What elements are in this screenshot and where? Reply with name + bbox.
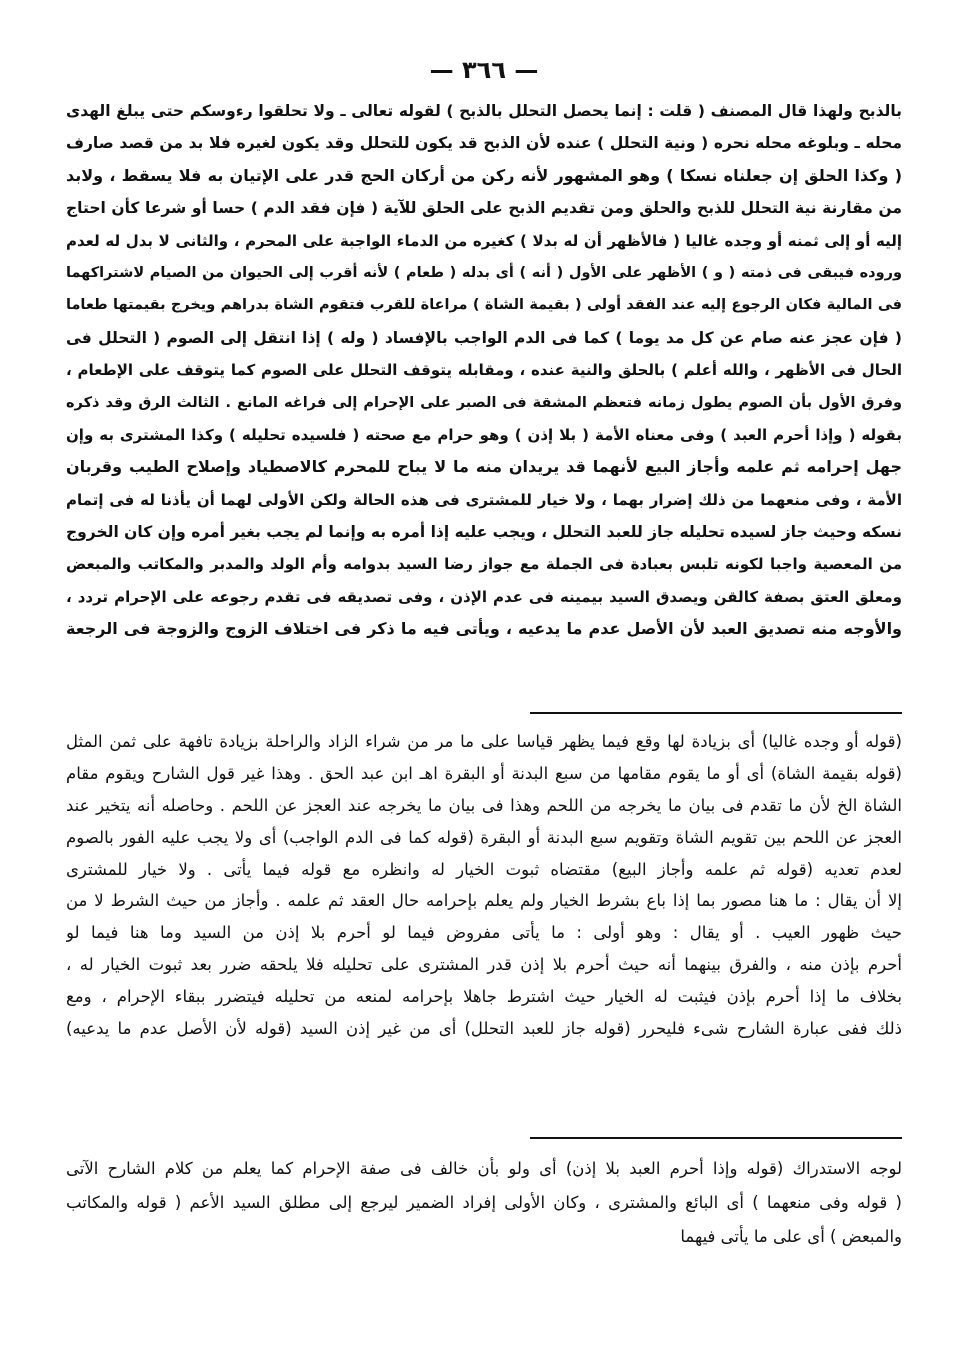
commentary-line: الشاة الخ لأن ما تقدم فى بيان ما يخرجه من اللحم وهذا فى بيان ما يخرجه عند العجز عن اللحم . وحاصله أنه يتخير عند [66,795,902,815]
commentary-line: (قوله أو وجده غاليا) أى بزيادة لها وقع فيما يظهر قياسا على ما مر من شراء الزاد والراحلة بزيادة تافهة على ثمن المثل [66,732,902,751]
commentary-line: ذلك ففى عبارة الشارح شىء فليحرر (قوله جاز للعبد التحلل) أى من غير إذن السيد (قوله لأن الأصل عدم ما يدعيه) [66,1019,902,1039]
text-line: بالذبح ولهذا قال المصنف ( قلت : إنما يحصل التحلل بالذبح ) لقوله تعالى ـ ولا تحلقوا رءوسكم حتى يبلغ الهدى [66,102,902,120]
text-line: فى المالية فكان الرجوع إليه عند الفقد أولى ( بقيمة الشاة ) مراعاة للقرب فتقوم الشاة بدراهم ويخرج بقيمتها طعاما [66,297,902,314]
text-line: والأوجه منه تصديق العبد لأن الأصل عدم ما يدعيه ، ويأتى فيه ما ذكر فى اختلاف الزوج والزوجة فى الرجعة [66,619,902,639]
main-text [66,95,902,646]
text-line: نسكه وحيث جاز لسيده تحليله جاز للعبد التحلل ، ويجب عليه إذا أمره به وإنما لم يجب بغير أمره وإن كان الخروج [66,523,902,542]
commentary-line: لعدم تعديه (قوله ثم علمه وأجاز البيع) مقتضاه ثبوت الخيار له وانظره مع قوله فيما يأتى . ولا خيار للمشترى [66,859,902,879]
commentary-line: (قوله بقيمة الشاة) أى أو ما يقوم مقامها من سبع البدنة أو البقرة اهـ ابن عبد الحق . وهذا غير قول الشارح ويقوم مقام [66,763,902,783]
text-line: محله ـ وبلوغه محله نحره ( ونية التحلل ) عنده لأن الذبح قد يكون للتحلل وقد يكون لغيره فلا بد من قصد صارف [66,134,902,153]
text-line: وروده فيبقى فى ذمته ( و ) الأظهر على الأول ( أنه ) أى بدله ( طعام ) لأنه أقرب إلى الحيوان من الصيام لاشتراكهما [66,264,902,281]
text-line: الأمة ، وفى منعهما من ذلك إضرار بهما ، ولا خيار للمشترى فى هذه الحالة ولكن الأولى لهما أن يأذنا له فى إتمام [66,490,902,509]
commentary-line: العجز عن اللحم بين تقويم الشاة وتقويم سبع البدنة أو البقرة (قوله كما فى الدم الواجب) أى ولا يجب عليه الفور بالصوم [66,827,902,847]
commentary-line: حيث ظهور العيب . أو يقال : وهو أولى : ما يأتى مفروض فيما لو أحرم بلا إذن من السيد وما هنا فيما لو [66,923,902,943]
commentary-line: أحرم بإذن منه ، والفرق بينهما أنه حيث أحرم بلا إذن قدر المشترى على تحليله فلا يلحقه ضرر بعد ثبوت الخيار له ، [66,955,902,975]
commentary-line: بخلاف ما إذا أحرم بإذن فيثبت له الخيار حيث اشترط جاهلا بإحرامه لمنعه من تحليله فيتضرر ببقاء الإحرام ، ومع [66,987,902,1007]
commentary-block-1 [66,726,902,1045]
text-line: إليه أو إلى ثمنه أو وجده غاليا ( فالأظهر أن له بدلا ) كغيره من الدماء الواجبة على المحرم ، والثانى لا بدل له لعدم [66,231,902,250]
commentary-line: ( قوله وفى منعهما ) أى البائع والمشترى ، وكان الأولى إفراد الضمير ليرجع إلى مطلق السيد الأعم ( قوله والمكاتب [66,1193,902,1212]
footnote-divider [530,1137,902,1139]
commentary-line: لوجه الاستدراك (قوله وإذا أحرم العبد بلا إذن) أى ولو بأن خالف فى صفة الإحرام كما يعلم من كلام الشارح الآتى [66,1159,902,1178]
commentary-block-2 [66,1152,902,1254]
text-line: ( فإن عجز عنه صام عن كل مد يوما ) كما فى الدم الواجب بالإفساد ( وله ) إذا انتقل إلى الصوم ( التحلل فى [66,328,902,347]
text-line: من المعصية واجبا لكونه تلبس بعبادة فى الجملة مع جواز رضا السيد بدوامه وأم الولد والمدبر والمكاتب والمبعض [66,555,902,574]
footnote-divider [530,712,902,714]
text-line: ( وكذا الحلق إن جعلناه نسكا ) وهو المشهور لأنه ركن من أركان الحج قدر على الإتيان به فلا يسقط ، ولابد [66,165,902,185]
commentary-line: والمبعض ) أى على ما يأتى فيهما [680,1227,902,1246]
commentary-line: إلا أن يقال : ما هنا مصور بما إذا باع بشرط الخيار ولم يعلم بإحرامه حال العقد ثم علمه . وأجاز من حيث الشرط لا من [66,891,902,911]
text-line: من مقارنة نية التحلل للذبح والحلق ومن تقديم الذبح على الحلق للآية ( فإن فقد الدم ) حسا أو شرعا كأن احتاج [66,199,902,218]
text-line: بقوله ( وإذا أحرم العبد ) وفى معناه الأمة ( بلا إذن ) وهو حرام مع صحته ( فلسيده تحليله ) وكذا المشترى به وإن [66,425,902,444]
text-line: جهل إحرامه ثم علمه وأجاز البيع لأنهما قد يريدان منه ما لا يباح للمحرم كالاصطياد وإصلاح الطيب وقربان [66,457,902,477]
text-line: ومعلق العتق بصفة كالقن ويصدق السيد بيمينه فى عدم الإذن ، وفى تصديقه فى تقدم رجوعه على الإحرام تردد ، [66,587,902,606]
page-number: — ٣٦٦ — [429,56,539,84]
text-line: وفرق الأول بأن الصوم يطول زمانه فتعظم المشقة فى الصبر على الإحرام إلى فراغه المانع . الثالث الرق وقد ذكره [66,394,902,411]
text-line: الحال فى الأظهر ، والله أعلم ) بالحلق والنية عنده ، ومقابله يتوقف التحلل على الصوم كما يتوقف على الإطعام ، [66,361,902,380]
